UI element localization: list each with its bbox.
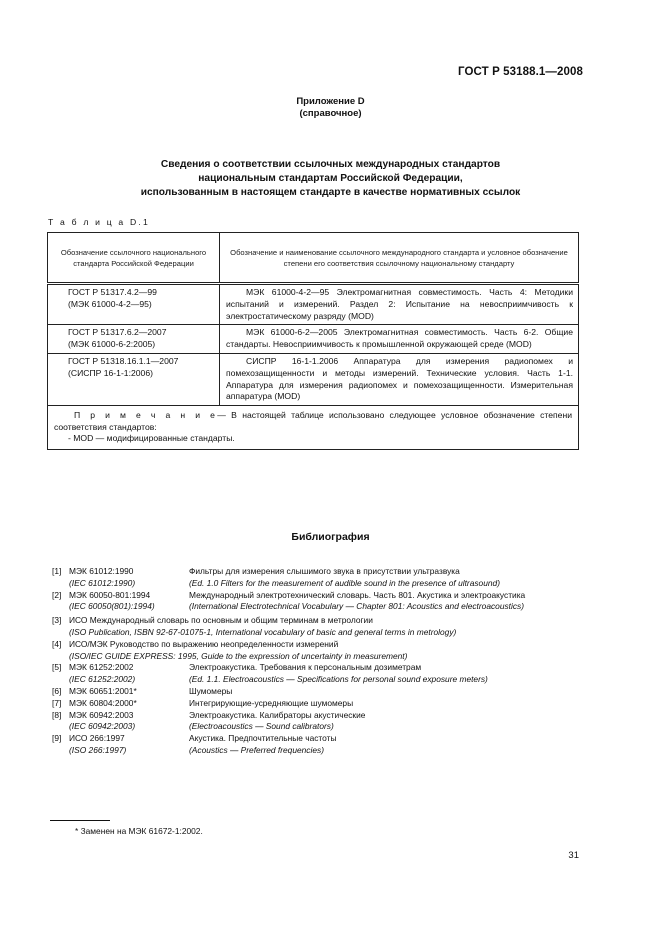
bib-number: [5] bbox=[52, 662, 62, 673]
bib-entry bbox=[52, 615, 578, 627]
bib-entry bbox=[52, 698, 578, 710]
bib-source: МЭК 60804:2000* bbox=[69, 697, 137, 708]
heading-line: национальным стандартам Российской Федерации, bbox=[198, 173, 463, 184]
footnote: * Заменен на МЭК 61672-1:2002. bbox=[75, 826, 203, 836]
document-header: ГОСТ Р 53188.1—2008 bbox=[458, 66, 583, 78]
international-standard-cell: СИСПР 16-1-1.2006 Аппаратура для измерения радиопомех и помехозащищенности и методы измерений. Технические условия. Часть 1-1. Аппаратура для измерения радиопомех и помехозащищенности. Измерительная аппаратура (MOD) bbox=[220, 353, 579, 405]
bib-source-en: (IEC 61012:1990) bbox=[69, 577, 136, 588]
bib-description-en: (Ed. 1.1. Electroacoustics — Specifications for personal sound exposure meters) bbox=[189, 674, 488, 685]
bib-number: [1] bbox=[52, 566, 62, 576]
national-standard-cell bbox=[48, 353, 220, 405]
bib-number: [6] bbox=[52, 685, 62, 696]
international-code: (СИСПР 16-1-1:2006) bbox=[68, 367, 153, 378]
bib-source-en: (ISO 266:1997) bbox=[69, 744, 127, 755]
note-item: - MOD — модифицированные стандарты. bbox=[68, 433, 235, 444]
bib-description-en: (ISO/IEC GUIDE EXPRESS: 1995, Guide to the expression of uncertainty in measurement) bbox=[69, 650, 408, 661]
international-code: (МЭК 61000-4-2—95) bbox=[68, 298, 152, 309]
bib-description-en: (Ed. 1.0 Filters for the measurement of audible sound in the presence of ultrasound) bbox=[189, 577, 500, 588]
bib-description-en: (Electroacoustics — Sound calibrators) bbox=[189, 721, 334, 732]
note-text: — В настоящей таблице использовано следующее условное обозначение степени соответствия стандартов: bbox=[54, 410, 572, 432]
bib-entry-en bbox=[52, 627, 578, 639]
bib-entry-en bbox=[52, 651, 578, 663]
bib-source: МЭК 60050-801:1994 bbox=[69, 589, 151, 600]
header-international-standard: Обозначение и наименование ссылочного международного стандарта и условное обозначение степени его соответствия ссылочному национальному стандарту bbox=[220, 233, 579, 284]
bib-description-en: (ISO Publication, ISBN 92-67-01075-1, International vocabulary of basic and general terms in metrology) bbox=[69, 626, 457, 637]
table-row bbox=[48, 325, 579, 354]
bib-entry-en bbox=[52, 674, 578, 686]
bib-description-en: (International Electrotechnical Vocabulary — Chapter 801: Acoustics and electroacoustics) bbox=[189, 601, 525, 612]
bib-entry bbox=[52, 710, 578, 722]
bib-number: [8] bbox=[52, 709, 62, 720]
bib-description: Электроакустика. Калибраторы акустические bbox=[189, 709, 366, 720]
table-header-row bbox=[48, 233, 579, 284]
section-heading bbox=[0, 158, 661, 200]
table-row bbox=[48, 284, 579, 325]
footnote-divider bbox=[50, 820, 110, 821]
appendix-subtitle: (справочное) bbox=[299, 108, 362, 119]
table-note-row bbox=[48, 406, 579, 450]
heading-line: Сведения о соответствии ссылочных международных стандартов bbox=[160, 159, 501, 170]
bib-entry bbox=[52, 686, 578, 698]
bib-number: [4] bbox=[52, 638, 62, 649]
note-label: П р и м е ч а н и е bbox=[74, 410, 218, 421]
bib-entry bbox=[52, 733, 578, 745]
page-number: 31 bbox=[568, 850, 579, 861]
bib-source: ИСО 266:1997 bbox=[69, 733, 125, 744]
bib-entry-en bbox=[52, 745, 578, 757]
bib-description: Акустика. Предпочтительные частоты bbox=[189, 733, 337, 744]
table-row bbox=[48, 353, 579, 405]
bib-entry-en bbox=[52, 578, 578, 590]
bib-source-en: (IEC 60942:2003) bbox=[69, 721, 136, 732]
bib-number: [2] bbox=[52, 589, 62, 600]
bib-source: МЭК 61012:1990 bbox=[69, 566, 134, 576]
bib-entry-en bbox=[52, 721, 578, 733]
bib-entry bbox=[52, 662, 578, 674]
bib-number: [9] bbox=[52, 733, 62, 744]
appendix-title: Приложение D bbox=[296, 96, 365, 107]
national-standard-cell bbox=[48, 325, 220, 354]
bib-description: Интегрирующие-усредняющие шумомеры bbox=[189, 697, 354, 708]
international-standard-cell: МЭК 61000-6-2—2005 Электромагнитная совместимость. Часть 6-2. Общие стандарты. Невосприимчивость к промышленной окружающей среде (MOD) bbox=[220, 325, 579, 354]
bib-number: [7] bbox=[52, 697, 62, 708]
bib-source: МЭК 60942:2003 bbox=[69, 709, 134, 720]
national-standard: ГОСТ Р 51318.16.1.1—2007 bbox=[68, 355, 179, 366]
bib-description: Электроакустика. Требования к персональным дозиметрам bbox=[189, 662, 422, 673]
bib-description: Международный электротехнический словарь. Часть 801. Акустика и электроакустика bbox=[189, 589, 526, 600]
correspondence-table bbox=[47, 232, 579, 450]
bibliography-title: Библиография bbox=[291, 531, 370, 543]
bib-description: ИСО Международный словарь по основным и общим терминам в метрологии bbox=[69, 615, 373, 626]
bib-source: МЭК 61252:2002 bbox=[69, 662, 134, 673]
national-standard-cell bbox=[48, 284, 220, 325]
bib-entry bbox=[52, 590, 578, 602]
bib-description: ИСО/МЭК Руководство по выражению неопределенности измерений bbox=[69, 638, 339, 649]
bibliography-list bbox=[52, 566, 578, 757]
header-national-standard: Обозначение ссылочного национального стандарта Российской Федерации bbox=[48, 233, 220, 284]
heading-line: использованным в настоящем стандарте в качестве нормативных ссылок bbox=[140, 187, 521, 198]
note-paragraph bbox=[54, 410, 572, 433]
international-standard-cell: МЭК 61000-4-2—95 Электромагнитная совместимость. Часть 4: Методики испытаний и измерений. Раздел 2: Испытание на невосприимчивость к электростатическому разряду (MOD) bbox=[220, 284, 579, 325]
bib-source-en: (IEC 61252:2002) bbox=[69, 674, 136, 685]
national-standard: ГОСТ Р 51317.6.2—2007 bbox=[68, 327, 167, 338]
bib-description: Фильтры для измерения слышимого звука в присутствии ультразвука bbox=[189, 566, 460, 576]
bib-description-en: (Acoustics — Preferred frequencies) bbox=[189, 744, 324, 755]
national-standard: ГОСТ Р 51317.4.2—99 bbox=[68, 287, 157, 297]
table-note bbox=[48, 406, 579, 450]
bib-source: МЭК 60651:2001* bbox=[69, 685, 137, 696]
bib-description: Шумомеры bbox=[189, 685, 233, 696]
table-label: Т а б л и ц а D.1 bbox=[48, 217, 150, 227]
bib-entry bbox=[52, 639, 578, 651]
bib-entry-en bbox=[52, 601, 578, 613]
international-code: (МЭК 61000-6-2:2005) bbox=[68, 339, 156, 350]
bib-number: [3] bbox=[52, 615, 62, 626]
bib-entry bbox=[52, 566, 578, 578]
bib-source-en: (IEC 60050(801):1994) bbox=[69, 601, 155, 612]
